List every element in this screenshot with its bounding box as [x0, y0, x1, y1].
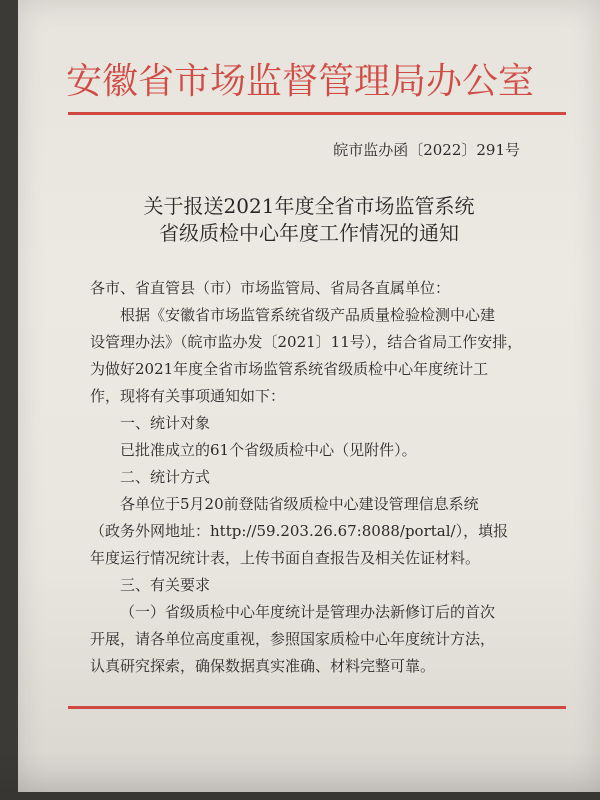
section-3-line-3: 认真研究探索，确保数据真实准确、材料完整可靠。: [90, 657, 436, 675]
section-2-line-2: （政务外网地址：http://59.203.26.67:8088/portal/），填报: [90, 522, 509, 540]
section-2-heading: 二、统计方式: [120, 468, 211, 486]
notice-title-line-1: 关于报送2021年度全省市场监管系统: [143, 194, 475, 218]
paragraph-1-line-1: 根据《安徽省市场监管系统省级产品质量检验检测中心建: [120, 306, 496, 324]
section-3-heading: 三、有关要求: [120, 576, 211, 594]
section-1-heading: 一、统计对象: [120, 414, 211, 432]
paragraph-1-line-4: 作，现将有关事项通知如下：: [90, 387, 286, 405]
paragraph-1-line-2: 设管理办法》（皖市监办发〔2021〕11号），结合省局工作安排，: [90, 333, 523, 351]
red-header-rule: [68, 112, 566, 115]
notice-title-line-2: 省级质检中心年度工作情况的通知: [159, 221, 459, 245]
document-number: 皖市监办函〔2022〕291号: [333, 141, 520, 159]
section-3-line-1: （一）省级质检中心年度统计是管理办法新修订后的首次: [120, 603, 496, 621]
section-2-line-1: 各单位于5月20前登陆省级质检中心建设管理信息系统: [120, 495, 479, 513]
document-page: [18, 0, 600, 792]
section-1-text: 已批准成立的61个省级质检中心（见附件）。: [120, 441, 417, 459]
salutation: 各市、省直管县（市）市场监管局、省局各直属单位：: [90, 279, 451, 297]
paragraph-1-line-3: 为做好2021年度全省市场监管系统省级质检中心年度统计工: [90, 360, 489, 378]
issuing-office-title: 安徽省市场监督管理局办公室: [66, 61, 535, 102]
section-2-line-3: 年度运行情况统计表，上传书面自查报告及相关佐证材料。: [90, 549, 481, 567]
red-footer-rule: [68, 706, 566, 709]
section-3-line-2: 开展，请各单位高度重视，参照国家质检中心年度统计方法，: [90, 630, 496, 648]
